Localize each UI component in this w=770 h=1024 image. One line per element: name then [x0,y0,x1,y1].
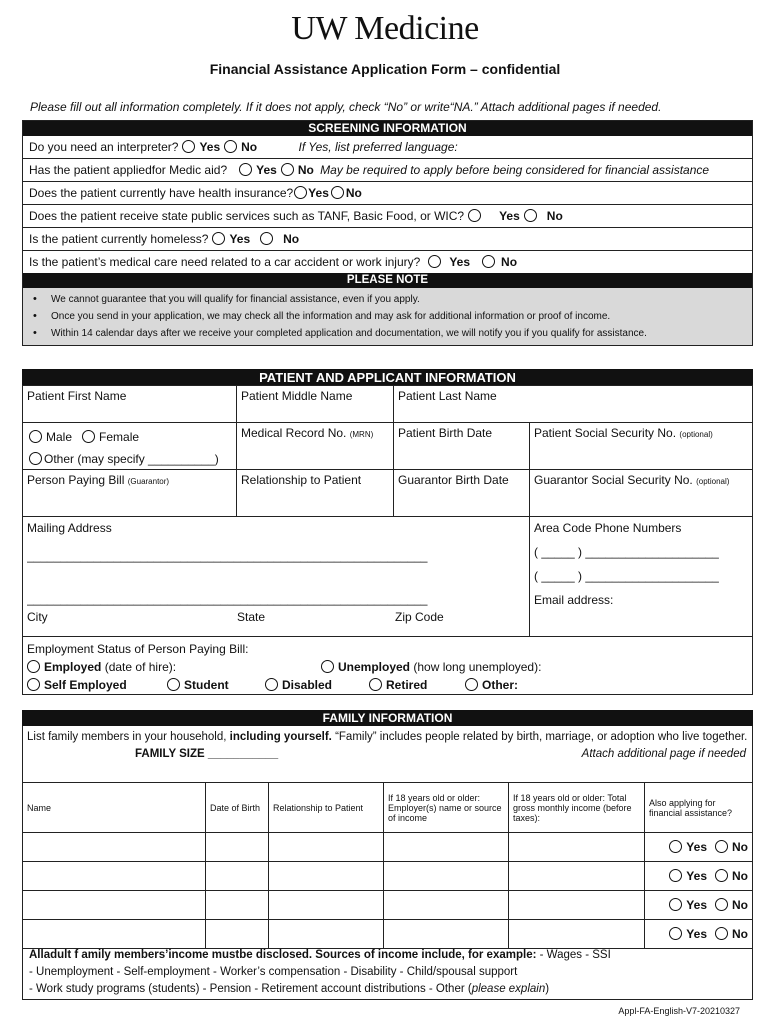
name-cell[interactable] [23,862,206,891]
birth-date-label: Patient Birth Date [398,426,493,440]
row-insurance [23,182,752,205]
payer-field[interactable] [22,469,237,517]
rel-cell[interactable] [269,891,384,920]
form-version: Appl-FA-English-V7-20210327 [618,1006,740,1016]
patient-heading: PATIENT AND APPLICANT INFORMATION [22,369,753,386]
sex-field [22,422,237,470]
yes-label: Yes [686,840,707,854]
other-status-radio[interactable] [465,678,478,691]
no-label: No [732,898,748,912]
employed-label: Employed [44,660,102,674]
insurance-yes-radio[interactable] [294,186,307,199]
state-label: State [237,610,266,624]
mrn-label: Medical Record No. [241,426,347,440]
homeless-yes-radio[interactable] [212,232,225,245]
guarantor-ssn-label: Guarantor Social Security No. [534,473,693,487]
income-cell[interactable] [509,891,645,920]
family-size[interactable]: FAMILY SIZE ___________ [135,748,279,760]
screening-section [22,120,753,346]
note-list [23,288,752,345]
q-interpreter: Do you need an interpreter? [29,140,179,154]
sources-explain: please explain [471,983,546,995]
col-income: If 18 years old or older: Total gross monthly income (before taxes): [509,783,645,833]
q-insurance: Does the patient currently have health insurance? [29,186,294,200]
other-status-label: Other: [482,678,518,692]
address-line: ____________________________________________________________ [27,549,428,563]
intro-part: “Family” includes people related by birth, marriage, or adoption who live together. [335,731,748,743]
unemployed-radio[interactable] [321,660,334,673]
no-label: No [501,255,518,269]
col-employer: If 18 years old or older: Employer(s) name or source of income [384,783,509,833]
yes-label: Yes [308,186,329,200]
no-label: No [241,140,258,154]
retired-radio[interactable] [369,678,382,691]
disabled-label: Disabled [282,678,333,692]
interpreter-no-radio[interactable] [224,140,237,153]
form-title: Financial Assistance Application Form – confidential [209,61,561,77]
no-label: No [283,232,300,246]
rel-cell[interactable] [269,833,384,862]
ssn-label: Patient Social Security No. [534,426,677,440]
phone-label: Area Code Phone Numbers [534,521,682,535]
last-name-field[interactable] [393,385,753,423]
mailing-address-field[interactable] [22,516,530,637]
name-cell[interactable] [23,833,206,862]
note-item: • Once you send in your application, we may check all the information and may ask for additional information or proof of income. [23,308,752,325]
self-employed-radio[interactable] [27,678,40,691]
services-no-radio[interactable] [524,209,537,222]
services-yes-radio[interactable] [468,209,481,222]
accident-no-radio[interactable] [482,255,495,268]
table-row [23,833,753,862]
student-radio[interactable] [167,678,180,691]
disabled-radio[interactable] [265,678,278,691]
phone-email-field[interactable] [529,516,753,637]
yes-label: Yes [199,140,221,154]
row-homeless [23,228,752,251]
unemployed-label: Unemployed [338,660,411,674]
guarantor-birth-field[interactable] [393,469,530,517]
middle-name-label: Patient Middle Name [241,389,353,403]
optional-label: (optional) [696,477,730,486]
first-name-label: Patient First Name [27,389,127,403]
yes-label: Yes [449,255,471,269]
interpreter-hint: If Yes, list preferred language: [298,140,458,154]
yes-label: Yes [686,927,707,941]
first-name-field[interactable] [22,385,237,423]
ssn-field[interactable] [529,422,753,470]
applying-no-radio[interactable] [715,898,728,911]
mailing-label: Mailing Address [27,521,112,535]
homeless-no-radio[interactable] [260,232,273,245]
family-heading: FAMILY INFORMATION [22,710,753,726]
mrn-small: (MRN) [349,430,374,439]
last-name-label: Patient Last Name [398,389,497,403]
no-label: No [297,163,314,177]
applying-yes-radio[interactable] [669,927,682,940]
female-radio[interactable] [82,430,95,443]
male-label: Male [46,430,73,444]
employer-cell[interactable] [384,833,509,862]
applying-no-radio[interactable] [715,869,728,882]
income-cell[interactable] [509,862,645,891]
q-public-services: Does the patient receive state public services such as TANF, Basic Food, or WIC? [29,209,465,223]
col-name: Name [23,783,206,833]
sources-line1: - Wages - SSI [536,949,611,961]
sources-close: ) [545,983,550,995]
sources-line3: - Work study programs (students) - Pension - Retirement account distributions - Other ( [29,983,472,995]
student-label: Student [184,678,229,692]
applying-no-radio[interactable] [715,840,728,853]
medicaid-yes-radio[interactable] [239,163,252,176]
col-dob: Date of Birth [206,783,269,833]
yes-label: Yes [686,898,707,912]
applying-cell [645,833,753,862]
note-item: • We cannot guarantee that you will qualify for financial assistance, even if you apply. [23,291,752,308]
screening-heading: SCREENING INFORMATION [23,121,752,136]
col-relationship: Relationship to Patient [269,783,384,833]
employed-hint: (date of hire): [104,660,177,674]
family-intro [27,729,748,746]
male-radio[interactable] [29,430,42,443]
name-cell[interactable] [23,891,206,920]
rel-cell[interactable] [269,862,384,891]
relationship-label: Relationship to Patient [241,473,362,487]
family-table [22,782,753,949]
other-sex-radio[interactable] [29,452,42,465]
no-label: No [345,186,362,200]
note-item: • Within 14 calendar days after we receive your completed application and documentation, we will notify you if you qualify for assistance. [23,325,752,342]
intro-bold: including yourself. [229,731,332,743]
sources-line2: - Unemployment - Self-employment - Worker’s compensation - Disability - Child/spousal support [29,966,518,978]
table-header-row [23,783,753,833]
applying-yes-radio[interactable] [669,840,682,853]
applying-cell [645,891,753,920]
instructions: Please fill out all information completely. If it does not apply, check “No” or write“NA.” Attach additional pages if needed. [30,100,662,114]
guarantor-birth-label: Guarantor Birth Date [398,473,509,487]
applying-yes-radio[interactable] [669,898,682,911]
applying-cell [645,862,753,891]
no-label: No [546,209,563,223]
employment-label: Employment Status of Person Paying Bill: [27,642,249,656]
col-applying: Also applying for financial assistance? [645,783,753,833]
employer-cell[interactable] [384,891,509,920]
no-label: No [732,869,748,883]
applying-no-radio[interactable] [715,927,728,940]
row-public-services [23,205,752,228]
income-sources-box [22,945,753,1000]
retired-label: Retired [386,678,428,692]
medicaid-hint: May be required to apply before being considered for financial assistance [320,163,710,177]
interpreter-yes-radio[interactable] [182,140,195,153]
payer-label: Person Paying Bill [27,473,125,487]
payer-small: (Guarantor) [127,477,170,486]
applying-yes-radio[interactable] [669,869,682,882]
row-accident [23,251,752,273]
no-label: No [732,927,748,941]
optional-label: (optional) [679,430,713,439]
email-label: Email address: [534,593,614,607]
q-medicaid: Has the patient appliedfor Medic aid? [29,163,228,177]
disclose-text: Alladult f amily members’income mustbe disclosed. Sources of income include, for example: [29,949,537,961]
table-row [23,891,753,920]
guarantor-ssn-field[interactable] [529,469,753,517]
family-intro-box [22,726,753,783]
yes-label: Yes [229,232,251,246]
dob-cell[interactable] [206,833,269,862]
uw-medicine-logo: UW Medicine [291,10,479,47]
zip-label: Zip Code [395,610,444,624]
medicaid-no-radio[interactable] [281,163,294,176]
insurance-no-radio[interactable] [331,186,344,199]
self-employed-label: Self Employed [44,678,127,692]
other-sex-label: Other (may specify __________) [44,452,219,466]
mrn-field[interactable] [236,422,394,470]
female-label: Female [99,430,140,444]
attach-note: Attach additional page if needed [581,748,746,760]
yes-label: Yes [499,209,520,223]
note-heading: PLEASE NOTE [23,273,752,288]
city-label: City [27,610,48,624]
accident-yes-radio[interactable] [428,255,441,268]
employed-radio[interactable] [27,660,40,673]
income-cell[interactable] [509,833,645,862]
dob-cell[interactable] [206,862,269,891]
row-interpreter [23,136,752,159]
q-homeless: Is the patient currently homeless? [29,232,209,246]
employer-cell[interactable] [384,862,509,891]
yes-label: Yes [256,163,277,177]
middle-name-field[interactable] [236,385,394,423]
phone-line: ( _____ ) ____________________ [534,545,719,559]
relationship-field[interactable] [236,469,394,517]
yes-label: Yes [686,869,707,883]
intro-part: List family members in your household, [27,731,227,743]
unemployed-hint: (how long unemployed): [413,660,542,674]
no-label: No [732,840,748,854]
row-medicaid [23,159,752,182]
dob-cell[interactable] [206,891,269,920]
phone-line: ( _____ ) ____________________ [534,569,719,583]
address-line: ____________________________________________________________ [27,592,428,606]
birth-date-field[interactable] [393,422,530,470]
q-accident: Is the patient’s medical care need related to a car accident or work injury? [29,255,421,269]
table-row [23,862,753,891]
employment-field [22,636,753,695]
